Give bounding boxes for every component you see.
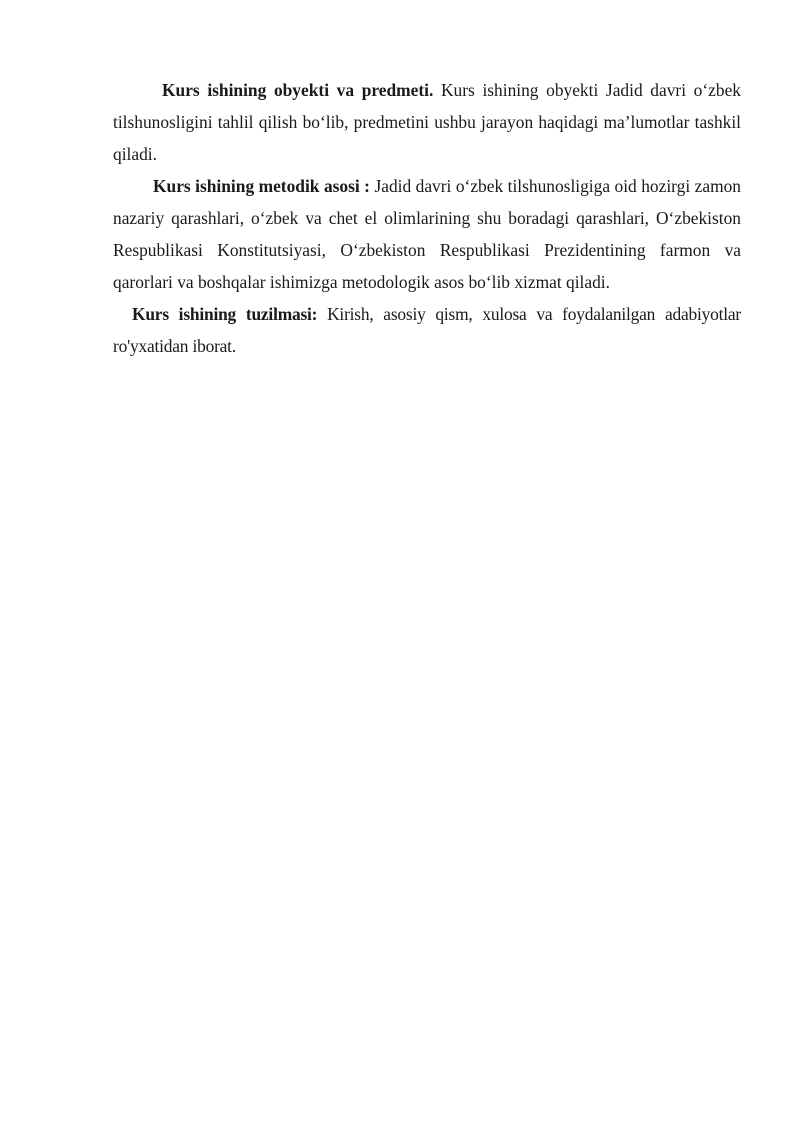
paragraph-text: Kirish, asosiy qism, xulosa va foydalanilgan adabiyotlar ro'yxatidan iborat. — [113, 304, 741, 356]
paragraph-heading: Kurs ishining tuzilmasi: — [132, 304, 318, 324]
paragraph-heading: Kurs ishining metodik asosi : — [153, 176, 370, 196]
paragraph-text: Kurs ishining obyekti Jadid davri o‘zbek tilshunosligini tahlil qilish bo‘lib, predmetini ushbu jarayon haqidagi ma’lumotlar tashkil qiladi. — [113, 80, 741, 164]
paragraph-text: Jadid davri o‘zbek tilshunosligiga oid hozirgi zamon nazariy qarashlari, o‘zbek va chet el olimlarining shu boradagi qarashlari, O‘zbekiston Respublikasi Konstitutsiyasi, O‘zbekiston Respublikasi Prezidentining farmon va qarorlari va boshqalar ishimizga metodologik asos bo‘lib xizmat qiladi. — [113, 176, 741, 292]
paragraph-heading: Kurs ishining obyekti va predmeti. — [162, 80, 434, 100]
document-page — [113, 74, 741, 362]
paragraph-methodological-basis — [113, 170, 741, 298]
paragraph-object-subject — [113, 74, 741, 170]
paragraph-structure — [113, 298, 741, 362]
